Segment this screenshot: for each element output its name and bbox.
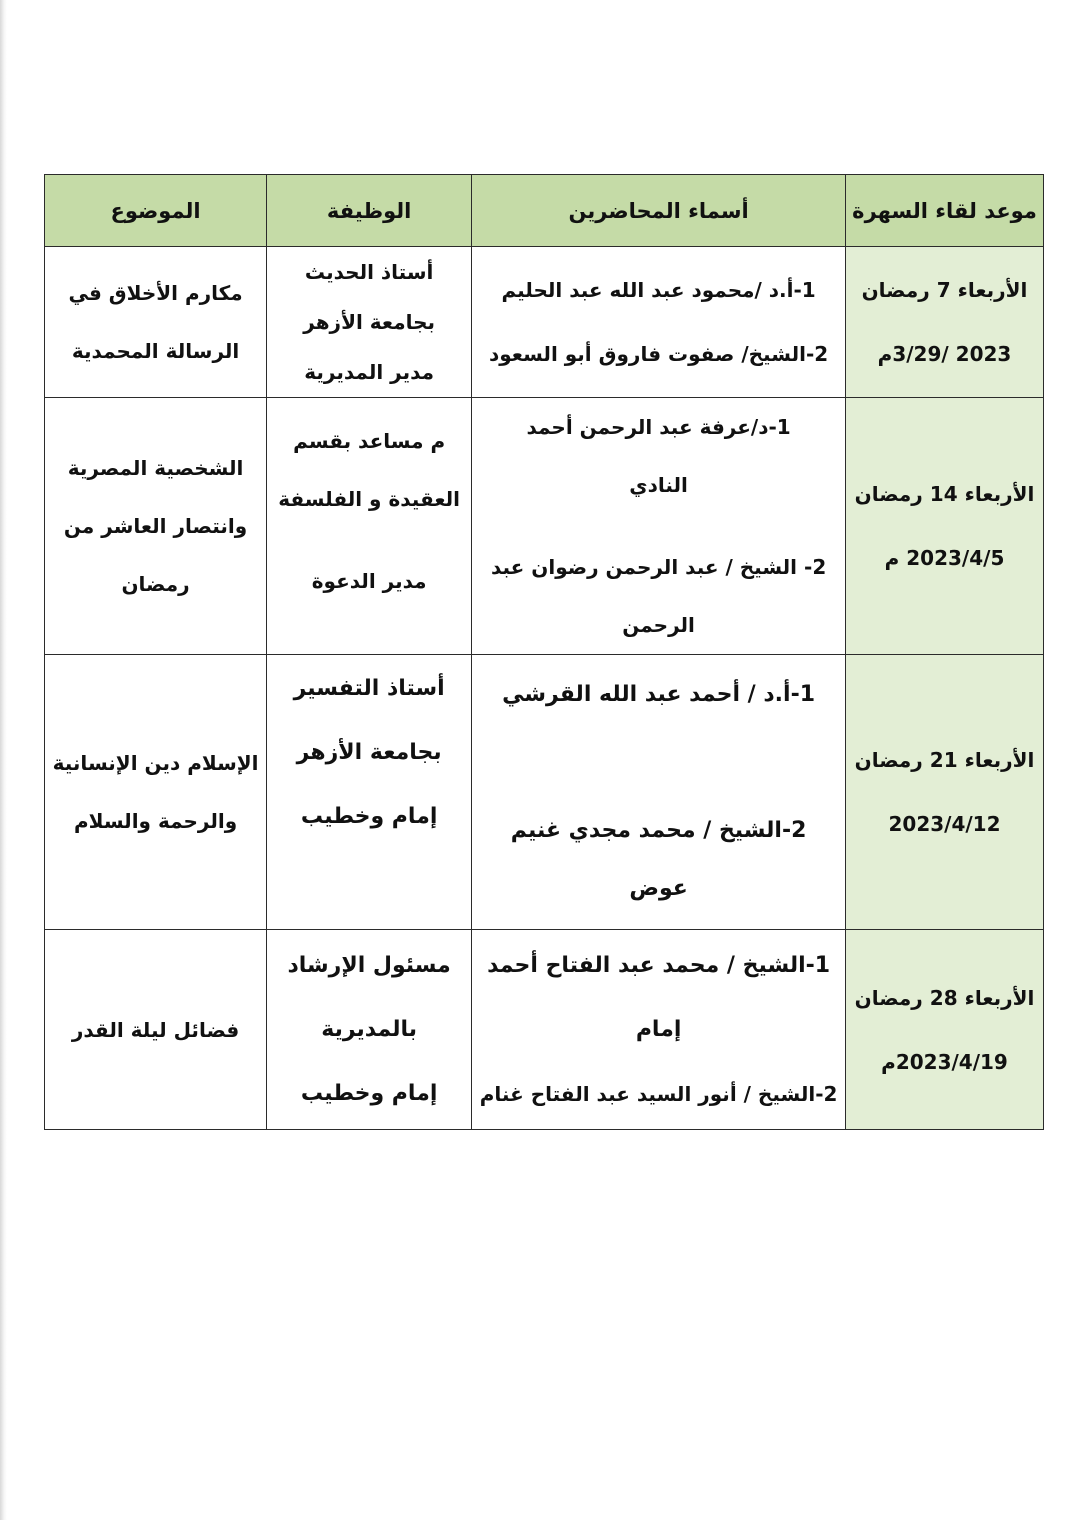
date-cell <box>846 930 1044 1130</box>
lecturer-name: 1-د/عرفة عبد الرحمن أحمد <box>526 415 791 439</box>
lecturers-cell <box>472 655 846 930</box>
job-line: العقيدة و الفلسفة <box>278 487 461 511</box>
topic-line: مكارم الأخلاق في <box>68 281 243 305</box>
lecturers-cell <box>472 398 846 655</box>
header-topic: الموضوع <box>45 175 267 247</box>
job-line: إمام وخطيب <box>300 804 438 829</box>
date-day: الأربعاء 14 رمضان <box>854 482 1035 506</box>
date-gregorian: 2023/4/5 م <box>884 546 1005 570</box>
topic-cell <box>45 398 267 655</box>
job-line: إمام وخطيب <box>300 1080 438 1106</box>
lecturer-name: 2-الشيخ / أنور السيد عبد الفتاح غنام <box>479 1081 838 1106</box>
job-cell <box>267 247 472 398</box>
date-gregorian: 2023 /3/29م <box>877 342 1012 366</box>
job-cell <box>267 655 472 930</box>
topic-line: الرسالة المحمدية <box>71 339 240 363</box>
lecturers-cell <box>472 247 846 398</box>
table-row <box>45 930 1044 1130</box>
lecturers-cell <box>472 930 846 1130</box>
header-lecturers: أسماء المحاضرين <box>472 175 846 247</box>
topic-line: الشخصية المصرية <box>67 456 244 480</box>
topic-cell <box>45 930 267 1130</box>
lecturer-name: 2- الشيخ / عبد الرحمن رضوان عبد <box>490 555 827 579</box>
job-line: بجامعة الأزهر <box>296 740 442 765</box>
topic-cell <box>45 655 267 930</box>
table-row <box>45 655 1044 930</box>
lecturer-name: 2-الشيخ / محمد مجدي غنيم <box>510 818 807 843</box>
date-cell <box>846 398 1044 655</box>
topic-line: فضائل ليلة القدر <box>71 1017 240 1042</box>
table-header-row <box>45 175 1044 247</box>
topic-line: والرحمة والسلام <box>73 809 238 833</box>
date-cell <box>846 655 1044 930</box>
header-job: الوظيفة <box>267 175 472 247</box>
lecturer-name: 1-الشيخ / محمد عبد الفتاح أحمد <box>487 952 831 978</box>
table-row <box>45 247 1044 398</box>
topic-line: رمضان <box>121 572 190 596</box>
lecturer-name: عوض <box>629 876 688 901</box>
topic-cell <box>45 247 267 398</box>
lecturer-name: النادي <box>629 473 688 497</box>
job-line: بالمديرية <box>321 1016 418 1042</box>
job-line: مدير الدعوة <box>311 569 427 593</box>
page-edge-shadow <box>0 0 7 1520</box>
lecturer-name: إمام <box>635 1016 682 1042</box>
job-line: مسئول الإرشاد <box>287 952 451 978</box>
date-gregorian: 2023/4/12 <box>888 812 1001 836</box>
job-line: م مساعد بقسم <box>293 429 446 453</box>
job-line: أستاذ الحديث <box>304 260 434 284</box>
table-row <box>45 398 1044 655</box>
job-line: بجامعة الأزهر <box>303 310 436 334</box>
date-day: الأربعاء 7 رمضان <box>861 278 1028 302</box>
topic-line: الإسلام دين الإنسانية <box>52 751 259 775</box>
lecturer-name: 1-أ.د / أحمد عبد الله القرشي <box>502 682 816 707</box>
header-date: موعد لقاء السهرة <box>846 175 1044 247</box>
lecturer-name: 2-الشيخ/ صفوت فاروق أبو السعود <box>488 342 829 366</box>
date-day: الأربعاء 21 رمضان <box>854 748 1035 772</box>
job-line: مدير المديرية <box>304 360 435 384</box>
date-gregorian: 2023/4/19م <box>881 1049 1008 1074</box>
date-day: الأربعاء 28 رمضان <box>854 985 1035 1010</box>
date-cell <box>846 247 1044 398</box>
job-cell <box>267 398 472 655</box>
job-cell <box>267 930 472 1130</box>
job-line: أستاذ التفسير <box>293 676 445 701</box>
lecturer-name: الرحمن <box>622 613 695 637</box>
lecturer-name: 1-أ.د /محمود عبد الله عبد الحليم <box>501 278 816 302</box>
ramadan-schedule-table <box>44 174 1044 1130</box>
topic-line: وانتصار العاشر من <box>63 514 248 538</box>
